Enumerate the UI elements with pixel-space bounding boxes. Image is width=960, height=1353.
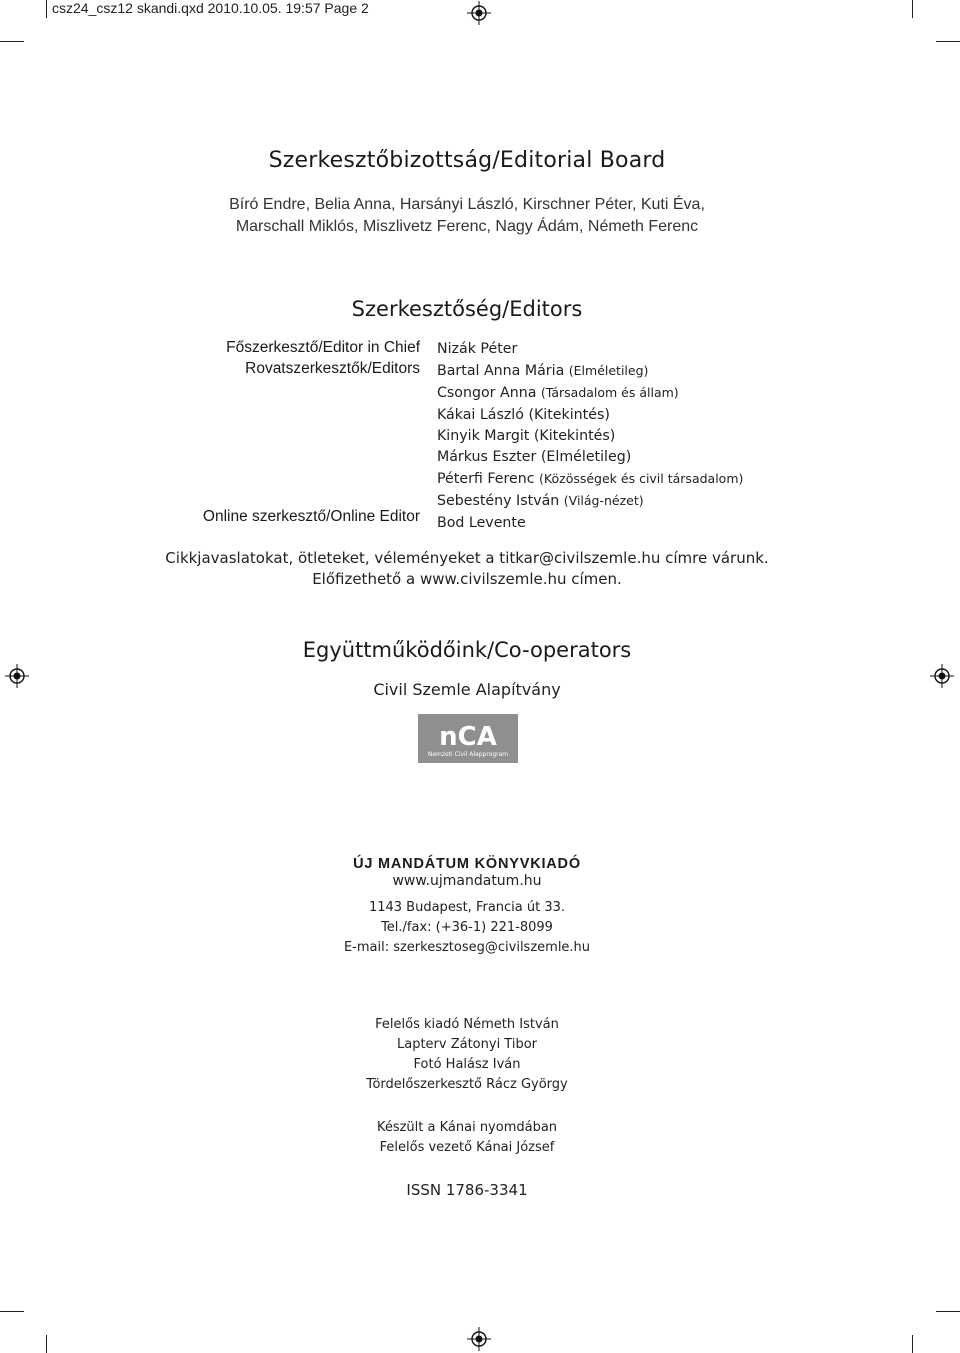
board-names-line-2: Marschall Miklós, Miszlivetz Ferenc, Nagy Ádám, Németh Ferenc: [235, 218, 699, 235]
online-editor-label: Online szerkesztő/Online Editor: [202, 508, 420, 525]
board-names-line-1: Bíró Endre, Belia Anna, Harsányi László, Kirschner Péter, Kuti Éva,: [229, 196, 705, 213]
editorial-board-names: [0, 194, 934, 238]
credit-responsible-publisher: Felelős kiadó Németh István: [375, 1017, 559, 1032]
publisher-address: 1143 Budapest, Francia út 33.: [368, 900, 566, 915]
subscription-line: Előfizethető a www.civilszemle.hu címen.: [312, 570, 622, 588]
publisher-phone: Tel./fax: (+36-1) 221-8099: [381, 920, 553, 935]
slug-line: csz24_csz12 skandi.qxd 2010.10.05. 19:57 Page 2: [52, 0, 369, 16]
publisher-name: ÚJ MANDÁTUM KÖNYVKIADÓ: [353, 856, 581, 872]
section-editor-row: [437, 490, 743, 512]
issn: ISSN 1786-3341: [406, 1181, 528, 1199]
registration-mark-bottom-icon: [467, 1327, 491, 1351]
credit-design: Lapterv Zátonyi Tibor: [396, 1037, 538, 1052]
credit-photo: Fotó Halász Iván: [413, 1057, 521, 1072]
printing-manager: Felelős vezető Kánai József: [379, 1140, 555, 1155]
section-editor-row: [437, 426, 743, 447]
editorial-board-heading: Szerkesztőbizottság/Editorial Board: [268, 148, 666, 173]
section-editor-row: [437, 447, 743, 468]
section-editor-name: Péterfi Ferenc: [437, 471, 535, 488]
nca-logo: [418, 714, 518, 763]
contributions-line: Cikkjavaslatokat, ötleteket, véleményeket a titkar@civilszemle.hu címre várunk.: [165, 549, 769, 567]
publisher-email: E-mail: szerkesztoseg@civilszemle.hu: [343, 940, 591, 955]
editors-list: [437, 339, 743, 534]
nca-logo-text: nCA: [439, 722, 497, 752]
section-editor-name: Csongor Anna: [437, 385, 537, 402]
section-editor-row: [437, 468, 743, 490]
chief-editor-name: Nizák Péter: [437, 341, 518, 357]
editors-heading: Szerkesztőség/Editors: [351, 297, 583, 321]
section-editor-section: (Kitekintés): [528, 406, 610, 423]
nca-logo-subtext: Nemzeti Civil Alapprogram: [427, 751, 509, 758]
section-editor-section: (Kitekintés): [533, 427, 616, 444]
section-editor-name: Kákai László: [437, 406, 524, 423]
section-editor-section: (Világ-nézet): [563, 493, 644, 509]
credit-typesetting: Tördelőszerkesztő Rácz György: [366, 1077, 568, 1092]
section-editor-row: [437, 360, 743, 382]
registration-mark-top-icon: [467, 1, 491, 25]
section-editor-name: Sebestény István: [437, 493, 560, 510]
online-editor-name: Bod Levente: [437, 514, 526, 531]
section-editor-section: (Elméletileg): [540, 449, 632, 466]
cooperators-heading: Együttműködőink/Co-operators: [302, 638, 632, 662]
section-editor-section: (Elméletileg): [568, 363, 649, 379]
publisher-website: www.ujmandatum.hu: [392, 873, 542, 889]
chief-editor-label: Főszerkesztő/Editor in Chief: [226, 339, 420, 356]
nca-logo-icon: [418, 714, 518, 763]
section-editor-row: [437, 382, 743, 404]
section-editor-name: Bartal Anna Mária: [437, 363, 565, 380]
section-editor-name: Kinyik Margit: [437, 427, 530, 444]
section-editor-name: Márkus Eszter: [437, 449, 537, 466]
section-editor-section: (Közösségek és civil társadalom): [539, 471, 744, 487]
section-editor-row: [437, 405, 743, 426]
printing-house: Készült a Kánai nyomdában: [376, 1120, 558, 1135]
foundation-name: Civil Szemle Alapítvány: [373, 680, 561, 699]
section-editor-section: (Társadalom és állam): [540, 385, 679, 401]
section-editors-label: Rovatszerkesztők/Editors: [245, 360, 420, 377]
